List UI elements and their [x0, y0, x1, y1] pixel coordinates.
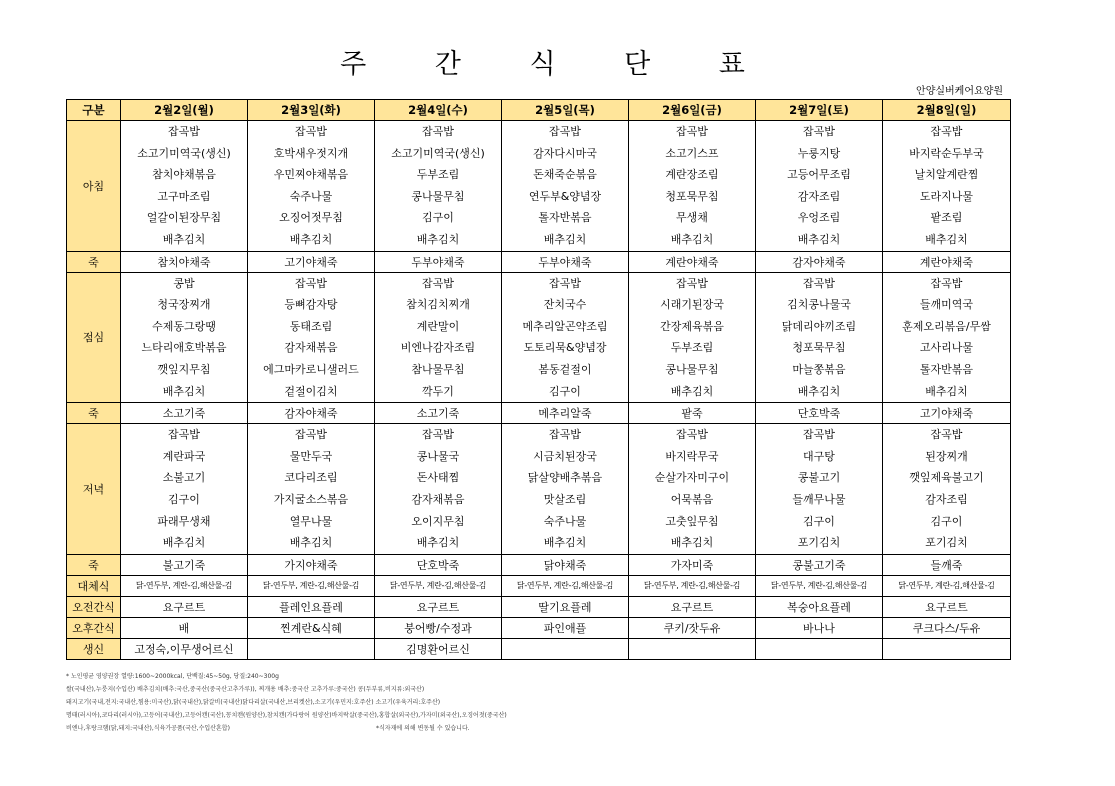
- menu-item: 도라지나물: [919, 189, 974, 203]
- day-menu-cell: [375, 424, 502, 555]
- porridge-row: [67, 251, 1011, 272]
- day-menu-cell: [248, 424, 375, 555]
- menu-item: 잡곡밥: [295, 276, 327, 290]
- menu-item: 순살가자미구이: [654, 471, 730, 485]
- menu-item: 우민찌야채볶음: [273, 168, 349, 182]
- day-menu-cell: [375, 121, 502, 252]
- menu-item: 잡곡밥: [930, 428, 963, 442]
- menu-item: 대구탕: [803, 449, 835, 463]
- menu-item: 숙주나물: [543, 514, 587, 528]
- day-value-cell: 참치야채죽: [121, 251, 248, 272]
- menu-item: 잡곡밥: [676, 125, 708, 138]
- day-header: 2월3일(화): [248, 100, 375, 121]
- menu-item: 콩불고기: [797, 471, 841, 485]
- day-value-cell: 요구르트: [375, 596, 502, 617]
- menu-item: 감자채볶음: [411, 492, 465, 506]
- menu-item: 소고기미역국(생신): [137, 146, 231, 160]
- row-label-porridge: 죽: [67, 403, 121, 424]
- birthday-row: [67, 638, 1011, 659]
- menu-item: 배추김치: [925, 384, 968, 398]
- day-value-cell: 쿠크다스/두유: [883, 617, 1011, 638]
- day-value-cell: 고정숙,이무생어르신: [121, 638, 248, 659]
- menu-item: 김구이: [930, 514, 963, 528]
- menu-item: 감자조림: [797, 189, 841, 203]
- day-value-cell: 요구르트: [883, 596, 1011, 617]
- menu-item: 도토리묵&양념장: [523, 341, 607, 355]
- day-value-cell: [883, 638, 1011, 659]
- menu-item: 배추김치: [416, 232, 460, 246]
- day-value-cell: 배: [121, 617, 248, 638]
- menu-item: 잡곡밥: [676, 276, 708, 290]
- day-menu-cell: [502, 272, 629, 403]
- day-menu-cell: [375, 272, 502, 403]
- menu-item: 청국장찌개: [157, 298, 211, 312]
- day-value-cell: [756, 638, 883, 659]
- menu-item: 감자채볶음: [284, 341, 338, 355]
- row-label-substitute: 대체식: [67, 575, 121, 596]
- menu-item: 잡곡밥: [295, 428, 327, 442]
- menu-item: 어묵볶음: [670, 492, 714, 506]
- day-menu-cell: [248, 272, 375, 403]
- menu-item: 팥조림: [930, 211, 963, 225]
- row-label-pm-snack: 오후간식: [67, 617, 121, 638]
- day-value-cell: [629, 638, 756, 659]
- day-value-cell: 닭-연두부, 계란-김,해산물-김: [375, 575, 502, 596]
- menu-item: 오징어젓무침: [279, 211, 343, 225]
- substitute-row: [67, 575, 1011, 596]
- menu-item: 간장제육볶음: [660, 319, 724, 333]
- menu-item: 배추김치: [670, 536, 714, 550]
- menu-item: 배추김치: [289, 232, 333, 246]
- day-value-cell: 요구르트: [629, 596, 756, 617]
- menu-item: 코다리조림: [284, 471, 338, 485]
- row-label-dinner: 저녁: [67, 424, 121, 555]
- menu-item: 오이지무침: [411, 514, 465, 528]
- menu-item: 느타리애호박볶음: [141, 341, 227, 355]
- menu-item: 톨자반볶음: [919, 362, 974, 376]
- day-value-cell: 메추리알죽: [502, 403, 629, 424]
- menu-item: 소불고기: [162, 471, 206, 485]
- footnote-origin: 명태(러시아),코다리(러시아),고등어(국내산),고등어캔(국산),꽁치캔(원양산),참치캔(가다랑어 원양산)바지락살(중국산),홍합살(외국산),가자미(외국산),오징어젓(중국산): [66, 712, 507, 719]
- lunch-row: [67, 272, 1011, 403]
- menu-item: 잡곡밥: [549, 125, 581, 138]
- footnote-origin: 돼지고기(국내,전지:국내산,찜용:미국산),닭(국내산),닭갈비(국내산)닭다리살(국내산,브리켓산),소고기(우민지:호주산) 소고기(우육거리:호주산): [66, 699, 441, 706]
- day-value-cell: 닭-연두부, 계란-김,해산물-김: [121, 575, 248, 596]
- menu-item: 연두부&양념장: [528, 189, 602, 203]
- menu-item: 메추리알곤약조림: [522, 319, 608, 333]
- menu-item: 바지락무국: [665, 449, 719, 463]
- day-value-cell: 요구르트: [121, 596, 248, 617]
- day-value-cell: 찐계란&식혜: [248, 617, 375, 638]
- menu-item: 마늘쫑볶음: [792, 362, 846, 376]
- menu-item: 배추김치: [925, 232, 968, 246]
- menu-item: 계란파국: [162, 449, 206, 463]
- menu-item: 배추김치: [797, 384, 841, 398]
- menu-item: 배추김치: [162, 232, 206, 246]
- menu-item: 등뼈감자탕: [284, 298, 338, 312]
- header-row: [67, 100, 1011, 121]
- day-menu-cell: [883, 121, 1011, 252]
- row-label-am-snack: 오전간식: [67, 596, 121, 617]
- menu-item: 들깨미역국: [919, 298, 974, 312]
- pm-snack-row: [67, 617, 1011, 638]
- menu-item: 얼갈이된장무침: [146, 211, 222, 225]
- day-value-cell: 붕어빵/수정과: [375, 617, 502, 638]
- header-label: 구분: [67, 100, 121, 121]
- menu-item: 돈사태찜: [416, 471, 460, 485]
- menu-item: 봄동겉절이: [538, 362, 592, 376]
- row-label-porridge: 죽: [67, 554, 121, 575]
- day-header: 2월2일(월): [121, 100, 248, 121]
- day-value-cell: 두부야채죽: [502, 251, 629, 272]
- row-label-breakfast: 아침: [67, 121, 121, 252]
- day-value-cell: 닭-연두부, 계란-김,해산물-김: [756, 575, 883, 596]
- menu-item: 감자조림: [925, 492, 968, 506]
- day-value-cell: 닭-연두부, 계란-김,해산물-김: [502, 575, 629, 596]
- menu-item: 참치김치찌개: [406, 298, 470, 312]
- breakfast-row: [67, 121, 1011, 252]
- menu-item: 우엉조림: [797, 211, 841, 225]
- day-menu-cell: [756, 121, 883, 252]
- day-menu-cell: [883, 424, 1011, 555]
- menu-item: 소고기미역국(생신): [391, 146, 485, 160]
- menu-item: 무생채: [676, 211, 708, 225]
- day-header: 2월8일(일): [883, 100, 1011, 121]
- day-value-cell: 들깨죽: [883, 554, 1011, 575]
- day-value-cell: 고기야채죽: [248, 251, 375, 272]
- day-value-cell: 팥죽: [629, 403, 756, 424]
- weekly-menu-table: [66, 99, 1011, 660]
- porridge-row: [67, 403, 1011, 424]
- menu-item: 콩나물무침: [665, 362, 719, 376]
- menu-item: 청포묵무침: [665, 189, 719, 203]
- row-label-lunch: 점심: [67, 272, 121, 403]
- day-menu-cell: [121, 272, 248, 403]
- menu-item: 김치콩나물국: [787, 298, 851, 312]
- menu-item: 톨자반볶음: [538, 211, 592, 225]
- am-snack-row: [67, 596, 1011, 617]
- day-menu-cell: [629, 121, 756, 252]
- day-value-cell: 계란야채죽: [883, 251, 1011, 272]
- menu-item: 배추김치: [162, 536, 206, 550]
- footnote-change-notice: *식자재에 의해 변동될 수 있습니다.: [376, 725, 470, 732]
- menu-item: 잡곡밥: [295, 125, 327, 138]
- day-value-cell: 쿠키/잣두유: [629, 617, 756, 638]
- menu-item: 포기김치: [797, 536, 841, 550]
- menu-item: 소고기스프: [665, 146, 719, 160]
- menu-item: 바지락순두부국: [909, 146, 984, 160]
- menu-item: 수제동그랑땡: [152, 319, 216, 333]
- menu-item: 콩나물국: [416, 449, 460, 463]
- menu-item: 잡곡밥: [930, 276, 963, 290]
- menu-item: 호박새우젓지개: [273, 146, 349, 160]
- menu-item: 청포묵무침: [792, 341, 846, 355]
- menu-item: 배추김치: [543, 536, 587, 550]
- menu-item: 배추김치: [670, 384, 714, 398]
- menu-item: 잡곡밥: [803, 428, 835, 442]
- menu-item: 잡곡밥: [549, 428, 581, 442]
- day-value-cell: 불고기죽: [121, 554, 248, 575]
- menu-item: 계란말이: [416, 319, 460, 333]
- day-header: 2월6일(금): [629, 100, 756, 121]
- day-value-cell: 복숭아요플레: [756, 596, 883, 617]
- page-title: 주 간 식 단 표: [340, 49, 775, 80]
- day-value-cell: 닭-연두부, 계란-김,해산물-김: [629, 575, 756, 596]
- menu-item: 배추김치: [162, 384, 206, 398]
- day-value-cell: 감자야채죽: [248, 403, 375, 424]
- day-menu-cell: [883, 272, 1011, 403]
- menu-item: 가지굴소스볶음: [273, 492, 349, 506]
- menu-item: 맛살조림: [543, 492, 587, 506]
- day-value-cell: 딸기요플레: [502, 596, 629, 617]
- day-value-cell: 닭-연두부, 계란-김,해산물-김: [883, 575, 1011, 596]
- menu-item: 김구이: [549, 384, 581, 398]
- dinner-row: [67, 424, 1011, 555]
- day-header: 2월4일(수): [375, 100, 502, 121]
- menu-item: 잡곡밥: [549, 276, 581, 290]
- menu-item: 잡곡밥: [168, 428, 200, 442]
- menu-item: 깍두기: [422, 384, 454, 398]
- day-value-cell: 단호박죽: [756, 403, 883, 424]
- day-header: 2월5일(목): [502, 100, 629, 121]
- menu-item: 배추김치: [670, 232, 714, 246]
- menu-item: 닭데리야끼조림: [781, 319, 857, 333]
- day-menu-cell: [502, 424, 629, 555]
- footnote-nutrition: * 노인평균 영양권장 열량:1600~2000kcal, 단백질:45~50g, 당질:240~300g: [66, 673, 279, 680]
- menu-item: 참치야채볶음: [152, 168, 216, 182]
- menu-item: 된장찌개: [925, 449, 968, 463]
- day-value-cell: 소고기죽: [121, 403, 248, 424]
- day-value-cell: 플레인요플레: [248, 596, 375, 617]
- menu-item: 잔치국수: [543, 298, 587, 312]
- day-menu-cell: [121, 121, 248, 252]
- day-menu-cell: [629, 424, 756, 555]
- menu-item: 시금치된장국: [533, 449, 597, 463]
- day-value-cell: 콩불고기죽: [756, 554, 883, 575]
- menu-item: 배추김치: [543, 232, 587, 246]
- menu-item: 시래기된장국: [660, 298, 724, 312]
- menu-item: 포기김치: [925, 536, 968, 550]
- menu-item: 계란장조림: [665, 168, 719, 182]
- day-menu-cell: [121, 424, 248, 555]
- menu-item: 누룽지탕: [797, 146, 841, 160]
- menu-item: 잡곡밥: [803, 276, 835, 290]
- menu-item: 비엔나감자조림: [400, 341, 476, 355]
- menu-item: 들깨무나물: [792, 492, 846, 506]
- menu-item: 잡곡밥: [676, 428, 708, 442]
- menu-item: 잡곡밥: [168, 125, 200, 138]
- menu-item: 깻잎지무침: [157, 362, 211, 376]
- day-value-cell: 바나나: [756, 617, 883, 638]
- menu-item: 두부조림: [416, 168, 460, 182]
- day-value-cell: 감자야채죽: [756, 251, 883, 272]
- menu-item: 훈제오리볶음/무쌈: [902, 319, 991, 333]
- day-menu-cell: [502, 121, 629, 252]
- row-label-birthday: 생신: [67, 638, 121, 659]
- day-menu-cell: [629, 272, 756, 403]
- day-value-cell: 두부야채죽: [375, 251, 502, 272]
- day-header: 2월7일(토): [756, 100, 883, 121]
- day-value-cell: 소고기죽: [375, 403, 502, 424]
- day-value-cell: 닭-연두부, 계란-김,해산물-김: [248, 575, 375, 596]
- menu-item: 감자다시마국: [533, 146, 597, 160]
- menu-item: 잡곡밥: [930, 125, 963, 138]
- menu-item: 에그마카로니샐러드: [263, 362, 359, 376]
- menu-item: 잡곡밥: [422, 428, 454, 442]
- day-value-cell: 고기야채죽: [883, 403, 1011, 424]
- menu-item: 닭살양배추볶음: [527, 471, 603, 485]
- menu-item: 동태조림: [289, 319, 333, 333]
- menu-item: 잡곡밥: [422, 276, 454, 290]
- day-value-cell: 김명환어르신: [375, 638, 502, 659]
- menu-item: 잡곡밥: [803, 125, 835, 138]
- footnote-origin: 쌀(국내산),누룽지(수입산) 배추김치(배추:국산,중국산(중국산고추가루)), 찌개용 배추:중국산 고추가루:중국산) 콩(두부류,비지류:외국산): [66, 686, 425, 693]
- menu-item: 콩나물무침: [411, 189, 465, 203]
- day-menu-cell: [756, 272, 883, 403]
- menu-item: 고구마조림: [157, 189, 211, 203]
- menu-item: 잡곡밥: [422, 125, 454, 138]
- day-value-cell: 단호박죽: [375, 554, 502, 575]
- menu-item: 겉절이김치: [284, 384, 338, 398]
- menu-item: 배추김치: [797, 232, 841, 246]
- footnote-origin: 비엔나,후랑크햄(닭,돼지:국내산),식육가공품(국산,수입산혼합): [66, 725, 230, 732]
- menu-item: 물만두국: [289, 449, 333, 463]
- menu-item: 파래무생채: [157, 514, 211, 528]
- menu-item: 참나물무침: [411, 362, 465, 376]
- facility-name: 안양실버케어요양원: [916, 86, 1003, 97]
- porridge-row: [67, 554, 1011, 575]
- menu-item: 김구이: [803, 514, 835, 528]
- menu-item: 두부조림: [670, 341, 714, 355]
- menu-item: 김구이: [168, 492, 200, 506]
- menu-item: 깻잎제육불고기: [909, 471, 984, 485]
- menu-item: 배추김치: [289, 536, 333, 550]
- row-label-porridge: 죽: [67, 251, 121, 272]
- day-value-cell: 계란야채죽: [629, 251, 756, 272]
- menu-item: 고등어무조림: [787, 168, 851, 182]
- day-menu-cell: [248, 121, 375, 252]
- menu-item: 열무나물: [289, 514, 333, 528]
- day-value-cell: 닭야채죽: [502, 554, 629, 575]
- menu-item: 고춧잎무침: [665, 514, 719, 528]
- day-value-cell: 가자미죽: [629, 554, 756, 575]
- menu-item: 숙주나물: [289, 189, 333, 203]
- menu-item: 날치알계란찜: [914, 168, 979, 182]
- day-menu-cell: [756, 424, 883, 555]
- menu-item: 김구이: [422, 211, 454, 225]
- menu-item: 고사리나물: [919, 341, 974, 355]
- day-value-cell: [248, 638, 375, 659]
- day-value-cell: [502, 638, 629, 659]
- menu-item: 돈채죽순볶음: [533, 168, 597, 182]
- day-value-cell: 가지야채죽: [248, 554, 375, 575]
- menu-item: 콩밥: [173, 276, 195, 290]
- day-value-cell: 파인애플: [502, 617, 629, 638]
- menu-item: 배추김치: [416, 536, 460, 550]
